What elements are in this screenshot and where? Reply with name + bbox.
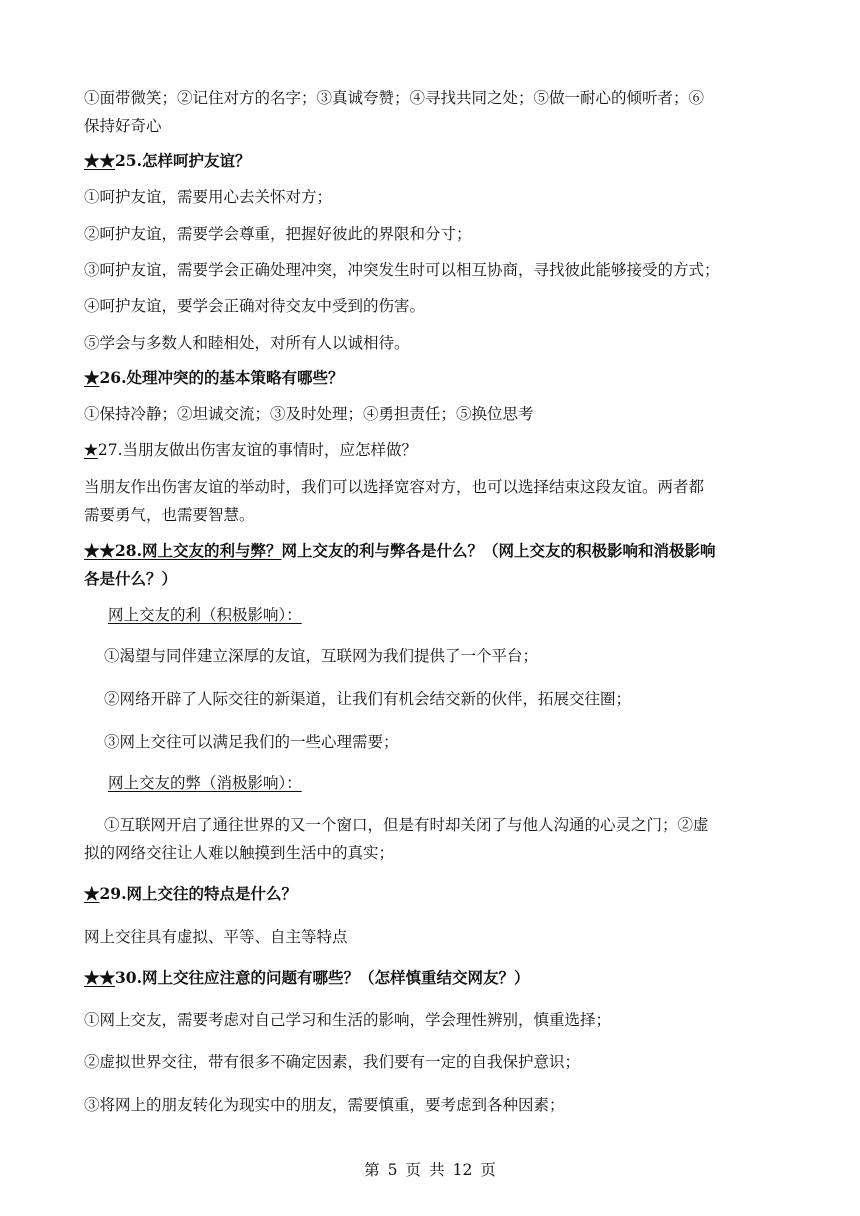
question-26-heading bbox=[84, 368, 776, 388]
total-page-count: 12 bbox=[452, 1161, 473, 1179]
q25-item-2: ②呵护友谊，需要学会尊重，把握好彼此的界限和分寸； bbox=[84, 225, 472, 243]
current-page-number: 5 bbox=[387, 1161, 398, 1179]
question-title: 30.网上交往应注意的问题有哪些？（怎样慎重结交网友？） bbox=[115, 968, 530, 987]
importance-stars: ★ bbox=[84, 884, 100, 903]
question-28-heading bbox=[84, 541, 776, 561]
q25-item-1: ①呵护友谊，需要用心去关怀对方； bbox=[84, 188, 333, 206]
question-title: 25.怎样呵护友谊？ bbox=[115, 151, 251, 170]
question-title-rest: 网上交友的利与弊各是什么？（网上交友的积极影响和消极影响 bbox=[281, 541, 716, 560]
question-title-underlined: 28.网上交友的利与弊？ bbox=[115, 541, 282, 560]
q30-item-2: ②虚拟世界交往，带有很多不确定因素，我们要有一定的自我保护意识； bbox=[84, 1053, 581, 1071]
pros-item-3: ③网上交往可以满足我们的一些心理需要； bbox=[104, 733, 399, 751]
importance-stars: ★★ bbox=[84, 151, 116, 170]
cons-heading: 网上交友的弊（消极影响）： bbox=[108, 774, 302, 792]
q27-answer-line-2: 需要勇气，也需要智慧。 bbox=[84, 506, 255, 524]
cons-line-1: ①互联网开启了通往世界的又一个窗口，但是有时却关闭了与他人沟通的心灵之门；②虚 bbox=[104, 816, 709, 834]
question-title: 27.当朋友做出伤害友谊的事情时，应怎样做？ bbox=[97, 441, 418, 459]
pros-item-1: ①渴望与同伴建立深厚的友谊，互联网为我们提供了一个平台； bbox=[104, 647, 539, 665]
q25-item-5: ⑤学会与多数人和睦相处，对所有人以诚相待。 bbox=[84, 334, 410, 352]
q27-answer-line-1: 当朋友作出伤害友谊的举动时，我们可以选择宽容对方，也可以选择结束这段友谊。两者都 bbox=[84, 478, 705, 496]
question-29-heading bbox=[84, 884, 776, 904]
q30-item-3: ③将网上的朋友转化为现实中的朋友，需要慎重，要考虑到各种因素； bbox=[84, 1096, 565, 1114]
importance-stars: ★★ bbox=[84, 968, 116, 987]
importance-stars: ★ bbox=[84, 440, 98, 459]
pros-heading: 网上交友的利（积极影响）： bbox=[108, 606, 302, 624]
importance-stars: ★ bbox=[84, 368, 100, 387]
intro-line-1: ①面带微笑；②记住对方的名字；③真诚夸赞；④寻找共同之处；⑤做一耐心的倾听者；⑥ bbox=[84, 89, 705, 107]
q26-answer: ①保持冷静；②坦诚交流；③及时处理；④勇担责任；⑤换位思考 bbox=[84, 405, 534, 423]
importance-stars: ★★ bbox=[84, 541, 116, 560]
question-title: 29.网上交往的特点是什么？ bbox=[99, 884, 297, 903]
q25-item-3: ③呵护友谊，需要学会正确处理冲突，冲突发生时可以相互协商，寻找彼此能够接受的方式； bbox=[84, 261, 720, 279]
q29-answer: 网上交往具有虚拟、平等、自主等特点 bbox=[84, 928, 348, 946]
q25-item-4: ④呵护友谊，要学会正确对待交友中受到的伤害。 bbox=[84, 297, 426, 315]
question-30-heading bbox=[84, 968, 776, 988]
question-title: 26.处理冲突的的基本策略有哪些？ bbox=[99, 368, 344, 387]
cons-line-2: 拟的网络交往让人难以触摸到生活中的真实； bbox=[84, 844, 395, 862]
pros-item-2: ②网络开辟了人际交往的新渠道，让我们有机会结交新的伙伴，拓展交往圈； bbox=[104, 690, 632, 708]
page-footer: 第 5 页 共 12 页 bbox=[364, 1161, 496, 1179]
intro-line-2: 保持好奇心 bbox=[84, 117, 162, 135]
question-28-heading-line-2: 各是什么？） bbox=[84, 569, 178, 588]
question-25-heading bbox=[84, 151, 776, 171]
question-27-heading bbox=[84, 440, 776, 460]
q30-item-1: ①网上交友，需要考虑对自己学习和生活的影响，学会理性辨别，慎重选择； bbox=[84, 1011, 612, 1029]
